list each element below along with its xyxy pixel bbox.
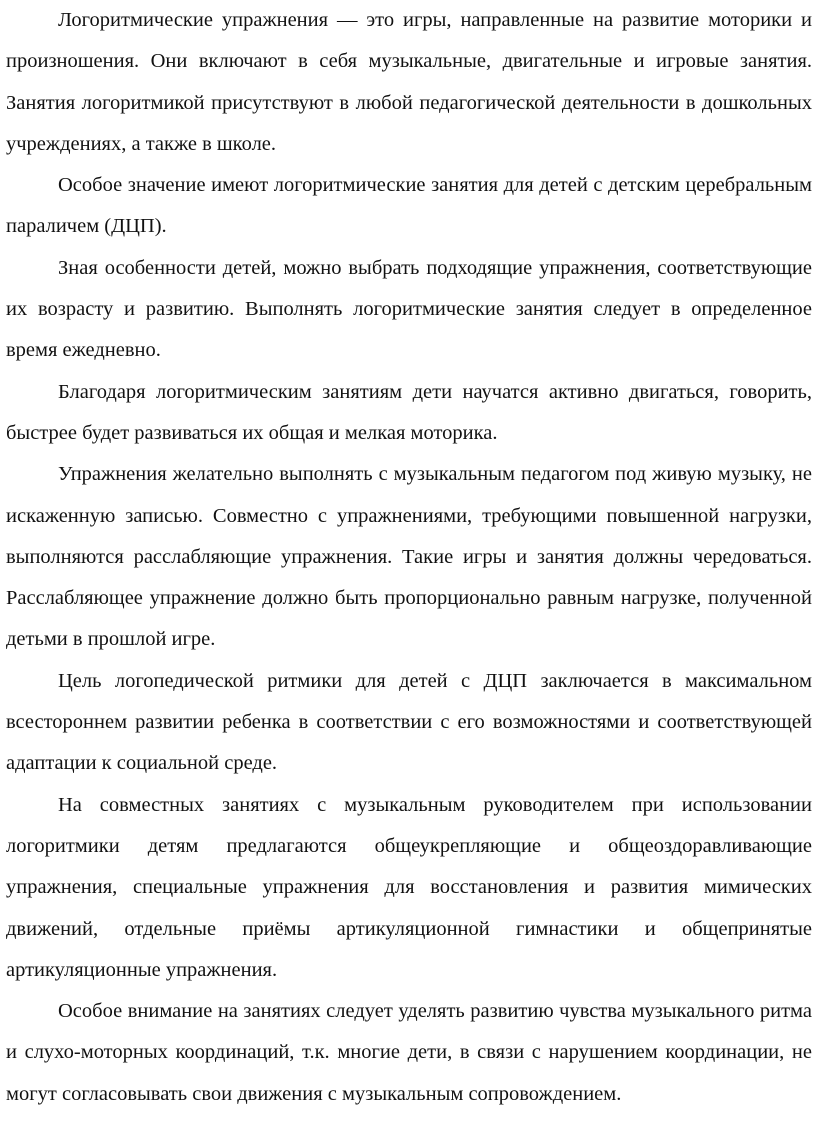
- paragraph-choosing-exercises: Зная особенности детей, можно выбрать подходящие упражнения, соответствующие их возрасту и развитию. Выполнять логоритмические занятия следует в определенное время ежедневно.: [6, 256, 812, 362]
- paragraph-cerebral-palsy-importance: Особое значение имеют логоритмические занятия для детей с детским церебральным параличем (ДЦП).: [6, 174, 812, 238]
- paragraph-benefits: Благодаря логоритмическим занятиям дети научатся активно двигаться, говорить, быстрее будет развиваться их общая и мелкая моторика.: [6, 380, 812, 444]
- paragraph-goal: Цель логопедической ритмики для детей с ДЦП заключается в максимальном всестороннем развитии ребенка в соответствии с его возможностями и соответствующей адаптации к социальной среде.: [6, 669, 812, 775]
- paragraph-rhythm-attention: Особое внимание на занятиях следует уделять развитию чувства музыкального ритма и слухо-моторных координаций, т.к. многие дети, в связи с нарушением координации, не могут согласовывать свои движения с музыкальным сопровождением.: [6, 1000, 812, 1105]
- paragraph-joint-lessons: На совместных занятиях с музыкальным руководителем при использовании логоритмики детям предлагаются общеукрепляющие и общеоздоравливающие упражнения, специальные упражнения для восстановления и развития мимических движений, отдельные приёмы артикуляционной гимнастики и общепринятые артикуляционные упражнения.: [6, 793, 812, 981]
- document-page: [6, 0, 812, 1115]
- paragraph-logorhythmic-definition: Логоритмические упражнения — это игры, направленные на развитие моторики и произношения. Они включают в себя музыкальные, двигательные и игровые занятия. Занятия логоритмикой присутствуют в любой педагогической деятельности в дошкольных учреждениях, а также в школе.: [6, 9, 812, 155]
- paragraph-music-teacher: Упражнения желательно выполнять с музыкальным педагогом под живую музыку, не искаженную записью. Совместно с упражнениями, требующими повышенной нагрузки, выполняются расслабляющие упражнения. Такие игры и занятия должны чередоваться. Расслабляющее упражнение должно быть пропорционально равным нагрузке, полученной детьми в прошлой игре.: [6, 463, 812, 651]
